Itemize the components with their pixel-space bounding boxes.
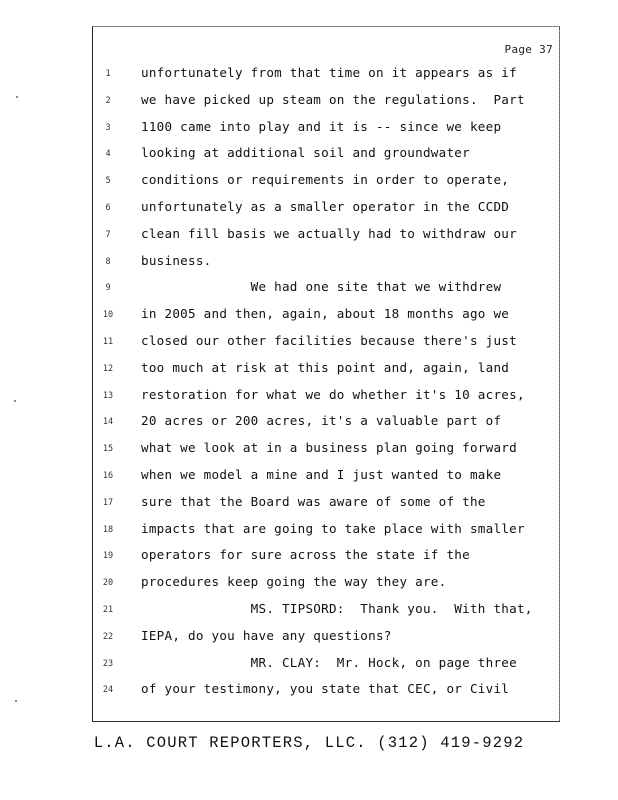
line-number: 6 — [105, 203, 111, 213]
line-number: 3 — [105, 122, 111, 133]
line-number: 20 — [102, 578, 114, 589]
line-number: 23 — [102, 658, 114, 669]
line-number: 22 — [102, 631, 114, 642]
line-number: 19 — [102, 551, 114, 562]
line-text: 1100 came into play and it is -- since we keep — [141, 118, 502, 134]
line-text: in 2005 and then, again, about 18 months ago we — [141, 306, 510, 322]
reporter-footer: L.A. COURT REPORTERS, LLC. (312) 419-9292 — [93, 734, 525, 752]
transcript-line — [93, 515, 559, 541]
line-number: 18 — [102, 524, 114, 535]
line-text: We had one site that we withdrew — [141, 279, 502, 295]
line-number: 4 — [105, 149, 111, 160]
transcript-line — [93, 541, 559, 567]
line-text: MR. CLAY: Mr. Hock, on page three — [141, 654, 517, 670]
line-text: when we model a mine and I just wanted to make — [141, 467, 502, 482]
scan-speck — [15, 700, 17, 702]
line-text: impacts that are going to take place with smaller — [141, 520, 525, 536]
scan-speck — [16, 96, 18, 98]
line-number: 1 — [105, 69, 111, 79]
transcript-line — [93, 166, 559, 192]
transcript-line — [93, 86, 559, 112]
line-number: 11 — [102, 337, 114, 347]
line-text: MS. TIPSORD: Thank you. With that, — [141, 601, 533, 616]
line-number: 5 — [105, 176, 111, 187]
line-number: 9 — [105, 283, 111, 294]
transcript-line — [93, 568, 559, 594]
transcript-line — [93, 193, 559, 219]
line-text: 20 acres or 200 acres, it's a valuable part of — [141, 413, 502, 429]
scan-edge-artifact — [559, 30, 561, 720]
line-number: 8 — [105, 256, 111, 267]
transcript-line — [93, 300, 559, 326]
line-number: 2 — [105, 95, 111, 106]
transcript-line — [93, 461, 559, 487]
transcript-line — [93, 139, 559, 165]
line-text: conditions or requirements in order to operate, — [141, 172, 510, 188]
line-number: 15 — [102, 444, 114, 455]
line-text: IEPA, do you have any questions? — [141, 627, 392, 643]
transcript-line — [93, 488, 559, 514]
transcript-line — [93, 354, 559, 380]
line-text: unfortunately as a smaller operator in the CCDD — [141, 199, 510, 214]
line-text: we have picked up steam on the regulations. Part — [141, 91, 525, 107]
transcript-line — [93, 273, 559, 299]
line-text: clean fill basis we actually had to withdraw our — [141, 225, 517, 241]
line-text: what we look at in a business plan going forward — [141, 440, 517, 456]
transcript-line — [93, 220, 559, 246]
line-number: 17 — [102, 497, 114, 508]
line-text: too much at risk at this point and, again, land — [141, 359, 510, 375]
line-number: 24 — [102, 685, 114, 696]
page-number: Page 37 — [504, 43, 553, 56]
transcript-line — [93, 247, 559, 273]
line-number: 14 — [102, 417, 114, 428]
scan-speck — [14, 400, 16, 402]
line-number: 7 — [105, 229, 111, 240]
line-text: unfortunately from that time on it appears as if — [141, 65, 517, 80]
line-text: sure that the Board was aware of some of the — [141, 493, 486, 509]
line-text: operators for sure across the state if the — [141, 547, 470, 563]
transcript-line — [93, 675, 559, 701]
line-number: 21 — [102, 605, 114, 615]
line-number: 10 — [102, 310, 114, 321]
line-text: closed our other facilities because there's just — [141, 333, 517, 348]
transcript-page — [92, 26, 560, 722]
line-number: 13 — [102, 390, 114, 401]
line-number: 12 — [102, 363, 114, 374]
transcript-line — [93, 622, 559, 648]
transcript-line — [93, 59, 559, 85]
transcript-line — [93, 327, 559, 353]
line-text: of your testimony, you state that CEC, or Civil — [141, 681, 510, 697]
line-text: procedures keep going the way they are. — [141, 574, 447, 590]
line-number: 16 — [102, 471, 114, 481]
transcript-line — [93, 649, 559, 675]
line-text: looking at additional soil and groundwater — [141, 145, 470, 161]
transcript-line — [93, 407, 559, 433]
transcript-line — [93, 381, 559, 407]
transcript-line — [93, 434, 559, 460]
transcript-line — [93, 595, 559, 621]
line-text: restoration for what we do whether it's 10 acres, — [141, 386, 525, 402]
line-text: business. — [141, 252, 212, 268]
transcript-line — [93, 113, 559, 139]
